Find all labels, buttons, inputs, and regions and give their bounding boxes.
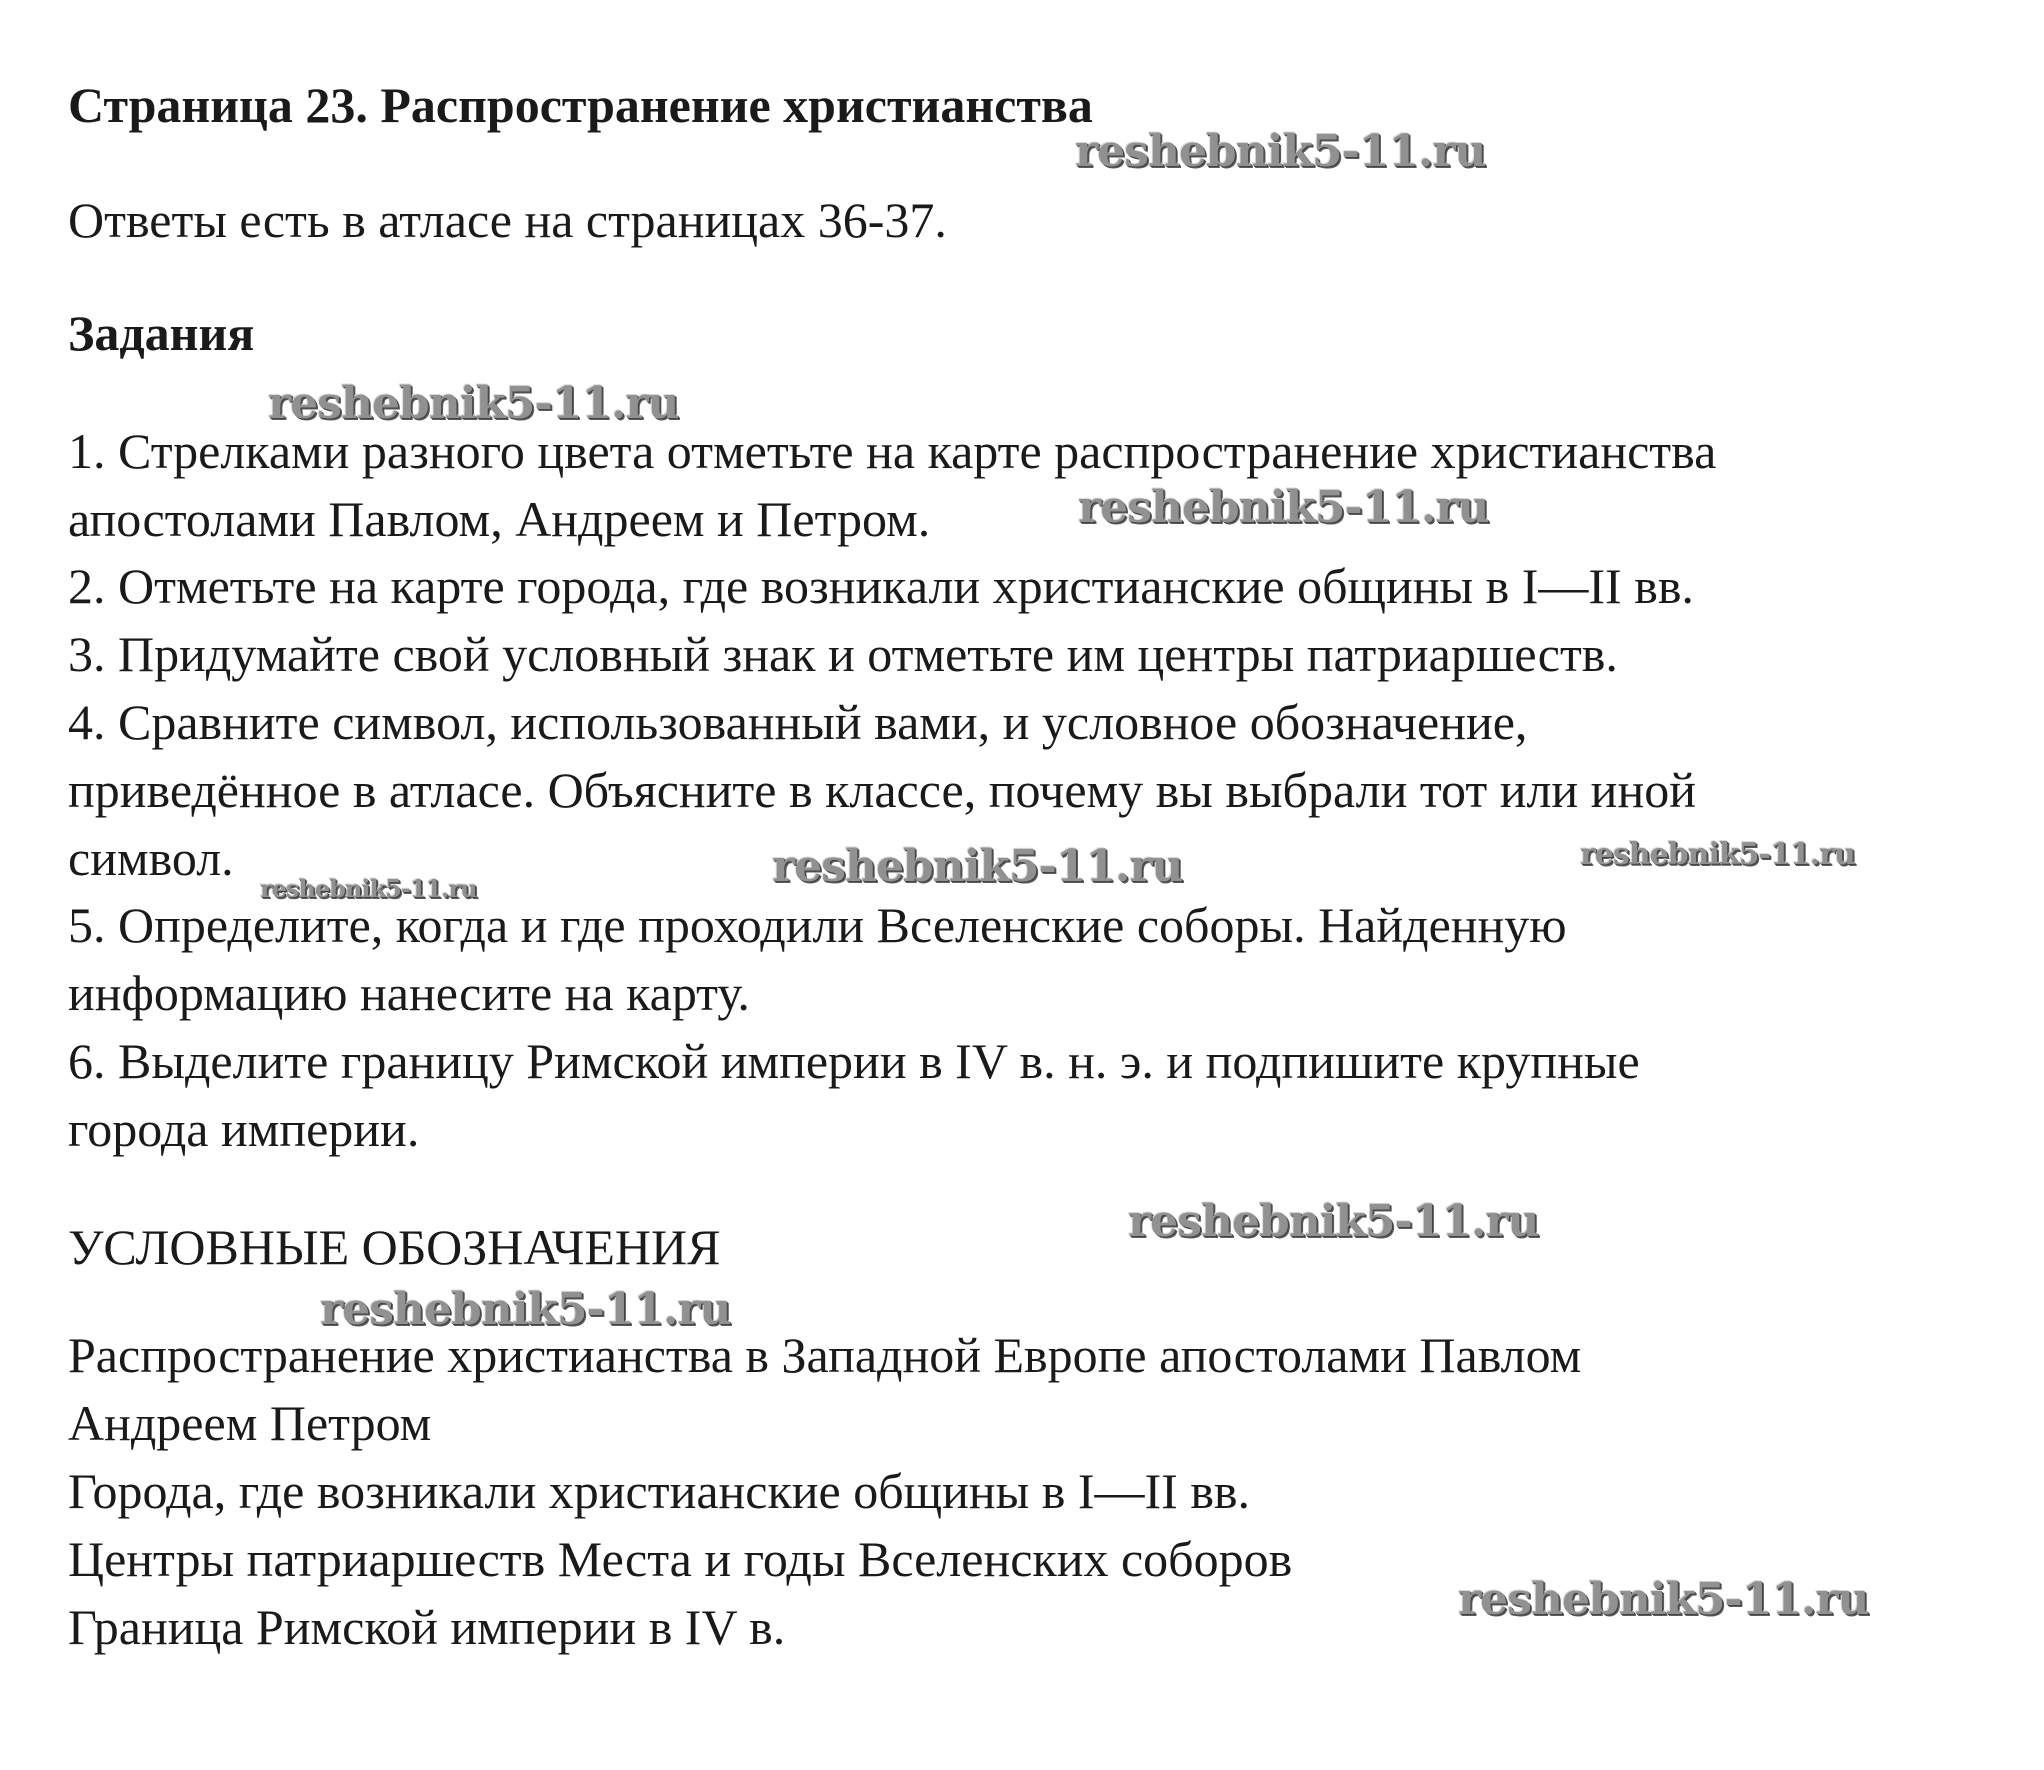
task-line: 5. Определите, когда и где проходили Вселенские соборы. Найденную <box>68 897 1567 953</box>
watermark: reshebnik5-11.ru <box>1075 126 1486 177</box>
task-line: 1. Стрелками разного цвета отметьте на карте распространение христианства <box>68 423 1717 479</box>
watermark: reshebnik5-11.ru <box>1078 482 1489 533</box>
task-line: 2. Отметьте на карте города, где возникали христианские общины в I—II вв. <box>68 558 1694 614</box>
task-line: информацию нанесите на карту. <box>68 965 750 1021</box>
task-line: 3. Придумайте свой условный знак и отметьте им центры патриаршеств. <box>68 626 1618 682</box>
watermark: reshebnik5-11.ru <box>1458 1574 1869 1625</box>
watermark: reshebnik5-11.ru <box>260 874 477 903</box>
task-line: города империи. <box>68 1101 420 1157</box>
intro-text: Ответы есть в атласе на страницах 36-37. <box>68 192 947 248</box>
watermark: reshebnik5-11.ru <box>268 378 679 429</box>
watermark: reshebnik5-11.ru <box>1580 837 1855 872</box>
legend-heading: УСЛОВНЫЕ ОБОЗНАЧЕНИЯ <box>68 1219 721 1275</box>
legend-line: Андреем Петром <box>68 1395 432 1451</box>
task-line: 4. Сравните символ, использованный вами, и условное обозначение, <box>68 694 1528 750</box>
legend-line: Граница Римской империи в IV в. <box>68 1599 786 1655</box>
tasks-heading: Задания <box>68 305 255 361</box>
watermark: reshebnik5-11.ru <box>1128 1196 1539 1247</box>
task-line: символ. <box>68 830 234 886</box>
task-line: приведённое в атласе. Объясните в классе, почему вы выбрали тот или иной <box>68 762 1696 818</box>
watermark: reshebnik5-11.ru <box>772 841 1183 892</box>
task-line: апостолами Павлом, Андреем и Петром. <box>68 491 931 547</box>
legend-line: Распространение христианства в Западной Европе апостолами Павлом <box>68 1327 1582 1383</box>
watermark: reshebnik5-11.ru <box>320 1284 731 1335</box>
legend-line: Города, где возникали христианские общины в I—II вв. <box>68 1463 1251 1519</box>
legend-line: Центры патриаршеств Места и годы Вселенских соборов <box>68 1531 1293 1587</box>
page-title: Страница 23. Распространение христианства <box>68 77 1093 133</box>
task-line: 6. Выделите границу Римской империи в IV в. н. э. и подпишите крупные <box>68 1033 1640 1089</box>
